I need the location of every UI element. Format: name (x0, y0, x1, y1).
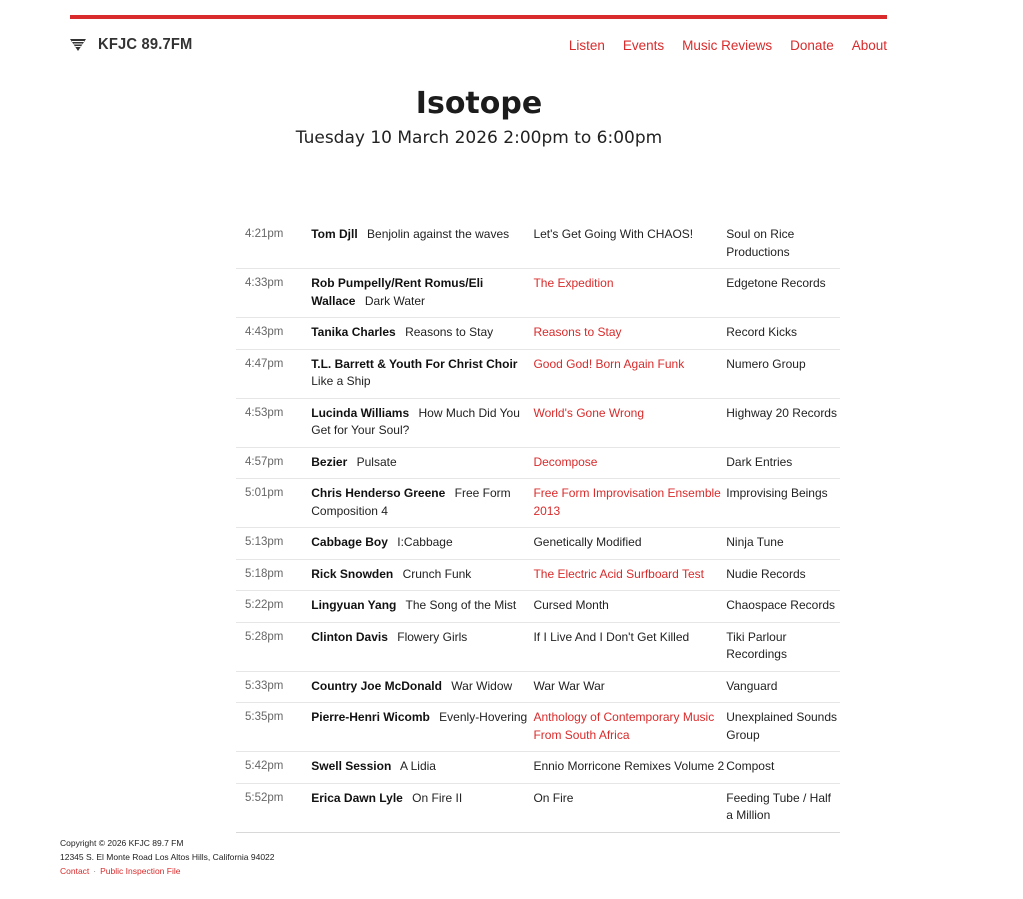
track-cell (311, 269, 533, 318)
album-cell (533, 398, 726, 447)
album-link[interactable]: Good God! Born Again Funk (533, 356, 685, 371)
track-artist: Rob Pumpelly/Rent Romus/Eli Wallace (311, 276, 484, 308)
playlist-row (236, 591, 840, 623)
album-link[interactable]: Free Form Improvisation Ensemble 2013 (533, 486, 721, 518)
playlist-row (236, 528, 840, 560)
playlist-row (236, 703, 840, 752)
record-label-text: Vanguard (726, 678, 778, 693)
track-time: 5:18pm (236, 559, 311, 591)
album-cell (533, 447, 726, 479)
album-link[interactable]: Decompose (533, 454, 598, 469)
track-artist: T.L. Barrett & Youth For Christ Choir (311, 356, 518, 371)
album-title: War War War (533, 678, 605, 693)
track-song: Evenly-Hovering (439, 710, 528, 724)
record-label-text: Record Kicks (726, 325, 797, 339)
album-link[interactable]: The Electric Acid Surfboard Test (533, 566, 704, 581)
playlist-row (236, 318, 840, 350)
track-cell (311, 349, 533, 398)
record-label (726, 349, 840, 398)
record-label (726, 220, 840, 269)
album-cell (533, 479, 726, 528)
playlist-row (236, 269, 840, 318)
track-time: 5:22pm (236, 591, 311, 623)
playlist-row (236, 622, 840, 671)
triangle-logo-icon (70, 39, 86, 51)
track-artist: Country Joe McDonald (311, 678, 442, 693)
playlist-row (236, 559, 840, 591)
track-artist: Clinton Davis (311, 629, 388, 644)
track-artist: Cabbage Boy (311, 535, 388, 549)
album-title: Genetically Modified (533, 535, 642, 549)
album-cell (533, 783, 726, 832)
track-time: 5:35pm (236, 703, 311, 752)
footer-contact-link[interactable]: Contact (60, 866, 90, 876)
track-cell (311, 318, 533, 350)
record-label (726, 622, 840, 671)
record-label-text: Tiki Parlour Recordings (726, 629, 787, 661)
nav-about[interactable]: About (851, 37, 887, 53)
track-artist: Chris Henderso Greene (311, 486, 446, 500)
track-song: Crunch Funk (402, 566, 472, 581)
album-cell (533, 559, 726, 591)
track-artist: Swell Session (311, 759, 392, 773)
track-song: Reasons to Stay (405, 325, 494, 339)
record-label-text: Feeding Tube / Half a Million (726, 790, 831, 822)
track-cell (311, 783, 533, 832)
track-cell (311, 591, 533, 623)
album-cell (533, 269, 726, 318)
album-title: Let's Get Going With CHAOS! (533, 227, 694, 241)
track-cell (311, 479, 533, 528)
record-label (726, 671, 840, 703)
track-artist: Rick Snowden (311, 566, 394, 581)
track-song: Flowery Girls (397, 629, 468, 644)
footer-address: 12345 S. El Monte Road Los Altos Hills, California 94022 (60, 852, 275, 862)
record-label-text: Numero Group (726, 356, 806, 371)
track-time: 4:21pm (236, 220, 311, 269)
track-time: 5:42pm (236, 752, 311, 784)
track-cell (311, 559, 533, 591)
record-label (726, 447, 840, 479)
nav-donate[interactable]: Donate (790, 37, 834, 53)
record-label-text: Soul on Rice Productions (726, 227, 795, 259)
track-artist: Tom Djll (311, 227, 358, 241)
nav-listen[interactable]: Listen (568, 37, 605, 53)
track-time: 4:43pm (236, 318, 311, 350)
brand-home-link[interactable] (70, 36, 201, 54)
album-cell (533, 349, 726, 398)
record-label (726, 528, 840, 560)
record-label (726, 752, 840, 784)
record-label-text: Unexplained Sounds Group (726, 710, 838, 742)
track-artist: Tanika Charles (311, 325, 396, 339)
record-label (726, 783, 840, 832)
track-time: 4:47pm (236, 349, 311, 398)
track-artist: Erica Dawn Lyle (311, 790, 403, 805)
record-label-text: Improvising Beings (726, 486, 828, 500)
record-label (726, 591, 840, 623)
album-cell (533, 752, 726, 784)
record-label (726, 559, 840, 591)
track-song: War Widow (451, 678, 513, 693)
main-nav (551, 38, 887, 53)
footer-separator: · (93, 866, 97, 876)
record-label (726, 398, 840, 447)
track-song: Benjolin against the waves (367, 227, 510, 241)
footer-copyright: Copyright © 2026 KFJC 89.7 FM (60, 838, 184, 848)
track-time: 5:01pm (236, 479, 311, 528)
album-cell (533, 528, 726, 560)
record-label (726, 479, 840, 528)
track-cell (311, 622, 533, 671)
track-time: 5:52pm (236, 783, 311, 832)
playlist-row (236, 752, 840, 784)
track-time: 4:33pm (236, 269, 311, 318)
album-cell (533, 703, 726, 752)
record-label (726, 703, 840, 752)
track-time: 5:13pm (236, 528, 311, 560)
track-song: A Lidia (399, 759, 436, 773)
playlist-row (236, 479, 840, 528)
album-link[interactable]: Reasons to Stay (533, 325, 622, 339)
track-cell (311, 220, 533, 269)
track-song: I:Cabbage (397, 535, 453, 549)
show-header (0, 84, 958, 150)
show-title: Isotope (415, 86, 543, 121)
playlist-row (236, 398, 840, 447)
album-link[interactable]: Anthology of Contemporary Music From South Africa (533, 710, 715, 742)
record-label-text: Edgetone Records (726, 276, 826, 290)
footer-inspection-link[interactable]: Public Inspection File (100, 866, 181, 876)
track-time: 4:53pm (236, 398, 311, 447)
track-artist: Pierre-Henri Wicomb (311, 710, 430, 724)
record-label (726, 269, 840, 318)
track-song: Pulsate (356, 454, 397, 469)
track-artist: Bezier (311, 454, 348, 469)
track-cell (311, 447, 533, 479)
track-song: On Fire II (412, 790, 463, 805)
track-song: How Much Did You Get for Your Soul? (311, 405, 520, 437)
track-song: Dark Water (364, 293, 426, 308)
album-link[interactable]: The Expedition (533, 276, 614, 290)
playlist-row (236, 349, 840, 398)
record-label-text: Ninja Tune (726, 535, 784, 549)
record-label-text: Chaospace Records (726, 598, 835, 612)
track-song: The Song of the Mist (405, 598, 517, 612)
site-header (70, 34, 887, 56)
track-cell (311, 671, 533, 703)
record-label (726, 318, 840, 350)
show-time: Tuesday 10 March 2026 2:00pm to 6:00pm (295, 128, 663, 148)
track-artist: Lingyuan Yang (311, 598, 397, 612)
track-time: 4:57pm (236, 447, 311, 479)
record-label-text: Dark Entries (726, 454, 793, 469)
album-cell (533, 591, 726, 623)
track-artist: Lucinda Williams (311, 405, 410, 420)
brand-name: KFJC 89.7FM (98, 36, 193, 53)
album-cell (533, 671, 726, 703)
playlist-row (236, 220, 840, 269)
album-link[interactable]: World's Gone Wrong (533, 405, 645, 420)
album-title: On Fire (533, 790, 574, 805)
album-cell (533, 220, 726, 269)
record-label-text: Highway 20 Records (726, 405, 837, 420)
record-label-text: Nudie Records (726, 566, 806, 581)
track-song: Like a Ship (311, 374, 371, 388)
record-label-text: Compost (726, 759, 775, 773)
top-accent-bar (70, 15, 887, 19)
album-cell (533, 622, 726, 671)
album-title: Cursed Month (533, 598, 609, 612)
album-cell (533, 318, 726, 350)
track-cell (311, 528, 533, 560)
track-cell (311, 703, 533, 752)
playlist-row (236, 671, 840, 703)
playlist-row (236, 447, 840, 479)
nav-music-reviews[interactable]: Music Reviews (682, 37, 773, 53)
playlist-table (236, 220, 840, 833)
album-title: Ennio Morricone Remixes Volume 2 (533, 759, 725, 773)
site-footer (60, 836, 275, 878)
track-cell (311, 752, 533, 784)
track-song: Free Form Composition 4 (311, 486, 511, 518)
album-title: If I Live And I Don't Get Killed (533, 629, 690, 644)
track-time: 5:28pm (236, 622, 311, 671)
track-cell (311, 398, 533, 447)
track-time: 5:33pm (236, 671, 311, 703)
nav-events[interactable]: Events (622, 37, 665, 53)
playlist-row (236, 783, 840, 832)
